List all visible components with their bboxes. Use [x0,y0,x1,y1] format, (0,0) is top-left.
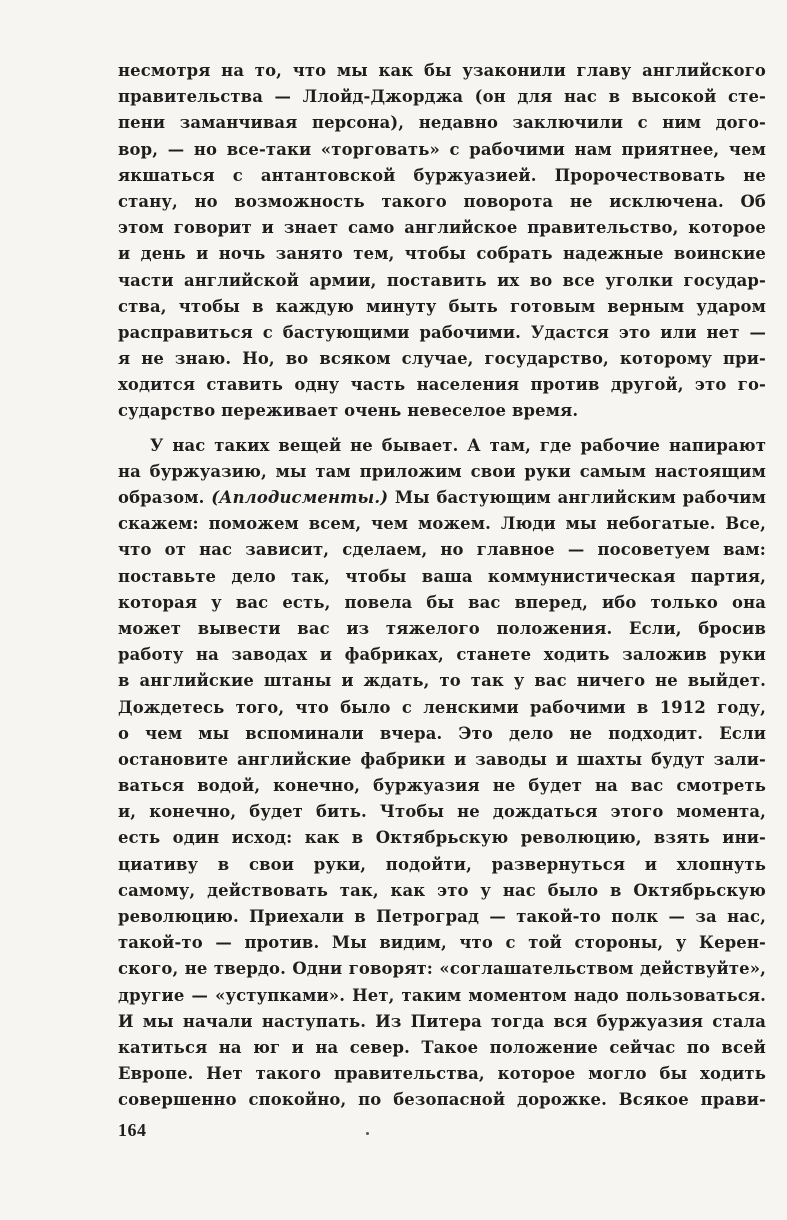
text-line: стану, но возможность такого поворота не исключена. Об [118,191,766,211]
print-speck [366,1132,369,1135]
paragraph-1 [118,58,766,425]
paragraph-2 [118,433,766,1114]
text-line: расправиться с бастующими рабочими. Удастся это или нет — [118,322,766,342]
text-line: этом говорит и знает само английское правительство, которое [118,218,766,238]
text-line: якшаться с антантовской буржуазией. Пророчествовать не [118,165,766,185]
text-line: что от нас зависит, сделаем, но главное — посоветуем вам: [118,540,766,560]
text-line: работу на заводах и фабриках, станете ходить заложив руки [118,645,766,665]
text-line: другие — «уступками». Нет, таким моментом надо пользоваться. [118,985,766,1005]
text-line: совершенно спокойно, по безопасной дорожке. Всякое прави- [118,1090,766,1110]
text-line: на буржуазию, мы там приложим свои руки самым настоящим [118,461,766,481]
text-line: ства, чтобы в каждую минуту быть готовым верным ударом [118,296,766,316]
text-line: катиться на юг и на север. Такое положение сейчас по всей [118,1037,766,1057]
text-line: поставьте дело так, чтобы ваша коммунистическая партия, [118,566,766,586]
text-line: самому, действовать так, как это у нас было в Октябрьскую [118,880,766,900]
text-line: сударство переживает очень невеселое время. [118,401,579,421]
text-line: остановите английские фабрики и заводы и шахты будут зали- [118,749,766,769]
text-line: может вывести вас из тяжелого положения. Если, бросив [118,618,766,638]
text-line: циативу в свои руки, подойти, развернуться и хлопнуть [118,854,766,874]
text-line: я не знаю. Но, во всяком случае, государство, которому при- [118,349,766,369]
text-line: И мы начали наступать. Из Питера тогда вся буржуазия стала [118,1011,766,1031]
text-line: ходится ставить одну часть населения против другой, это го- [118,375,766,395]
text-line: революцию. Приехали в Петроград — такой-то полк — за нас, [118,907,766,926]
text-line: ваться водой, конечно, буржуазия не будет на вас смотреть [118,776,766,796]
text-line: скажем: поможем всем, чем можем. Люди мы небогатые. Все, [118,514,766,534]
text-line: вор, — но все-таки «торговать» с рабочими нам приятнее, чем [118,139,766,159]
text-line: ского, не твердо. Одни говорят: «соглашательством действуйте», [118,959,766,979]
text-line: образом. (Аплодисменты.) Мы бастующим английским рабочим [118,488,766,507]
page-number: 164 [118,1120,147,1140]
text-line: которая у вас есть, повела бы вас вперед, ибо только она [118,592,766,612]
stage-direction: (Аплодисменты.) [211,488,389,507]
text-line: и день и ночь занято тем, чтобы собрать надежные воинские [118,244,766,264]
text-line: и, конечно, будет бить. Чтобы не дождаться этого момента, [118,802,766,822]
text-line: пени заманчивая персона), недавно заключили с ним дого- [118,113,766,133]
body-text [118,58,766,1114]
text-line: в английские штаны и ждать, то так у вас ничего не выйдет. [118,671,766,691]
text-line: такой-то — против. Мы видим, что с той стороны, у Керен- [118,933,766,953]
text-line: есть один исход: как в Октябрьскую революцию, взять ини- [118,828,766,848]
text-line: несмотря на то, что мы как бы узаконили главу английского [118,61,766,80]
text-line: о чем мы вспоминали вчера. Это дело не подходит. Если [118,723,766,743]
text-line: Европе. Нет такого правительства, которое могло бы ходить [118,1064,766,1084]
text-line: правительства — Ллойд-Джорджа (он для нас в высокой сте- [118,87,766,107]
text-line: Дождетесь того, что было с ленскими рабочими в 1912 году, [118,697,766,717]
text-line: У нас таких вещей не бывает. А там, где рабочие напирают [150,435,766,455]
text-line: части английской армии, поставить их во все уголки государ- [118,270,766,290]
